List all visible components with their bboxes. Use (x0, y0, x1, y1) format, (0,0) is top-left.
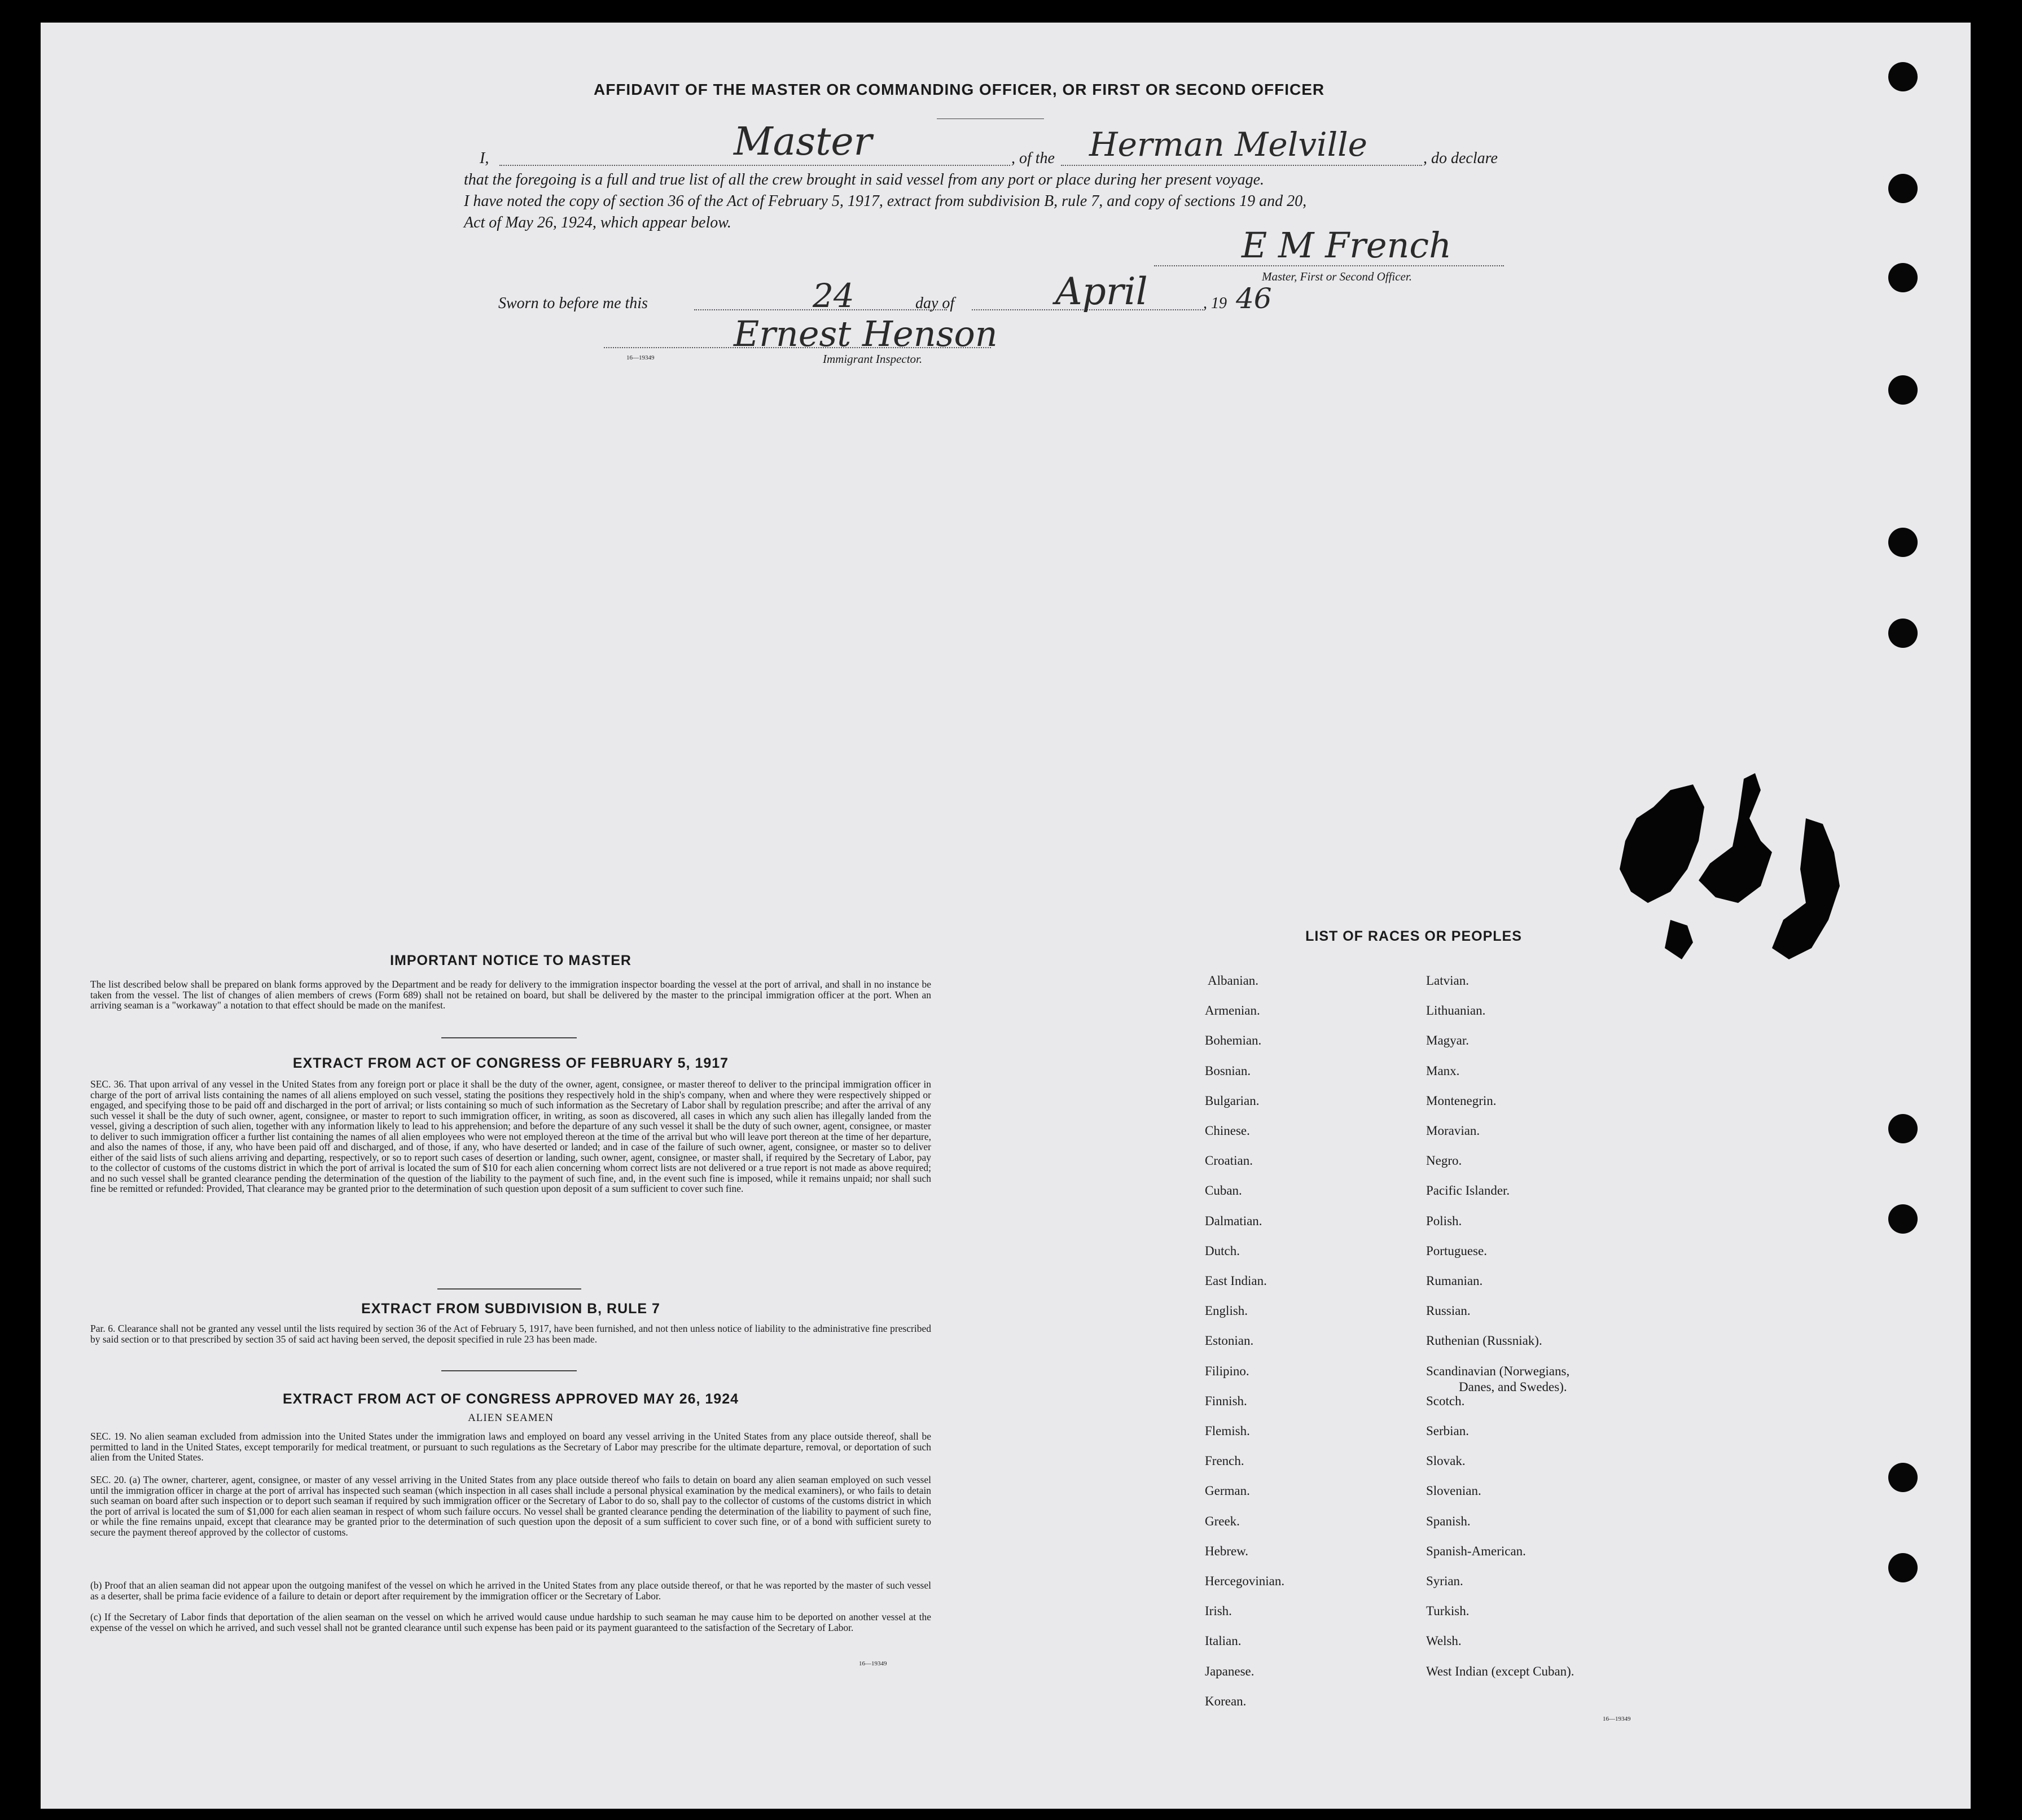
binder-hole (1888, 62, 1918, 91)
affidavit-line-2: that the foregoing is a full and true list of all the crew brought in said vessel from any port or place during her present voyage. (464, 171, 1265, 188)
race-item: French. (1205, 1454, 1244, 1468)
race-item: Rumanian. (1426, 1274, 1483, 1288)
race-item: Filipino. (1205, 1364, 1249, 1378)
race-item: Chinese. (1205, 1124, 1250, 1138)
race-item: Negro. (1426, 1154, 1462, 1168)
race-item: Turkish. (1426, 1604, 1470, 1618)
sworn-label: Sworn to before me this (498, 295, 648, 312)
race-item: English. (1205, 1304, 1248, 1318)
form-number: 16—19349 (859, 1660, 887, 1667)
race-item: Hebrew. (1205, 1544, 1249, 1558)
race-item: Scandinavian (Norwegians, (1426, 1364, 1570, 1378)
binder-hole (1888, 1463, 1918, 1492)
race-item: Greek. (1205, 1514, 1240, 1528)
race-item: Bosnian. (1205, 1064, 1251, 1078)
race-item: Bulgarian. (1205, 1094, 1260, 1108)
race-item: Serbian. (1426, 1424, 1470, 1438)
race-item: Scotch. (1426, 1394, 1465, 1408)
race-item: West Indian (except Cuban). (1426, 1664, 1574, 1678)
divider (441, 1037, 577, 1038)
race-item: Croatian. (1205, 1154, 1253, 1168)
race-item: Slovak. (1426, 1454, 1466, 1468)
sec20b-text: (b) Proof that an alien seaman did not appear upon the outgoing manifest of the vessel on which he arrived in the United States from any place outside thereof, or that he was reported by the master of such vessel as a deserter, shall be prima facie evidence of a failure to detain or deport after requirement by the immigration officer or the Secretary of Labor. (90, 1580, 931, 1602)
extract-1917-title: EXTRACT FROM ACT OF CONGRESS OF FEBRUARY 5, 1917 (292, 1055, 729, 1071)
race-item: Pacific Islander. (1426, 1183, 1510, 1198)
binder-hole (1888, 1204, 1918, 1234)
races-title: LIST OF RACES OR PEOPLES (1305, 928, 1522, 944)
race-item: Estonian. (1205, 1334, 1254, 1348)
race-item: Portuguese. (1426, 1244, 1487, 1258)
binder-hole (1888, 1553, 1918, 1582)
master-signature: E M French (1242, 225, 1452, 266)
race-item: Russian. (1426, 1304, 1471, 1318)
race-item: Irish. (1205, 1604, 1232, 1618)
officer-handwritten: Master (734, 120, 872, 164)
signature-caption: Master, First or Second Officer. (1262, 270, 1412, 283)
race-item: Armenian. (1205, 1003, 1260, 1018)
officer-blank (499, 165, 1010, 166)
race-item: Dutch. (1205, 1244, 1240, 1258)
race-item: Flemish. (1205, 1424, 1250, 1438)
race-item: Cuban. (1205, 1183, 1242, 1198)
race-item: Spanish-American. (1426, 1544, 1526, 1558)
race-item: Latvian. (1426, 973, 1469, 988)
binder-hole (1888, 528, 1918, 557)
do-declare-label: , do declare (1423, 150, 1498, 167)
notice-text: The list described below shall be prepared on blank forms approved by the Department and be ready for delivery to the immigration inspector boarding the vessel at the port of arrival, and shall in no instance be taken from the vessel. The list of changes of alien members of crews (Form 689) shall not be retained on board, but shall be delivered by the master to the principal immigration officer at the port. When an arriving seaman is a "workaway" a notation to that effect should be made on the manifest. (90, 979, 931, 1011)
year-handwritten: 46 (1236, 282, 1272, 315)
race-item: Welsh. (1426, 1634, 1462, 1648)
vessel-blank (1061, 165, 1422, 166)
binder-hole (1888, 619, 1918, 648)
ink-stain (1603, 756, 1851, 982)
race-item: Lithuanian. (1426, 1003, 1486, 1018)
sec19-text: SEC. 19. No alien seaman excluded from admission into the United States under the immigration laws and employed on board any vessel arriving in the United States from any place outside thereof, shall be permitted to land in the United States, except temporarily for medical treatment, or pursuant to such regulations as the Secretary of Labor may prescribe for the ultimate departure, removal, or deportation of such alien from the United States. (90, 1431, 931, 1463)
race-item: Magyar. (1426, 1033, 1470, 1047)
day-of-label: day of (915, 295, 955, 312)
race-item: Korean. (1205, 1694, 1247, 1708)
form-number: 16—19349 (1603, 1716, 1631, 1722)
race-item: Montenegrin. (1426, 1094, 1497, 1108)
binder-hole (1888, 375, 1918, 405)
race-item: Dalmatian. (1205, 1214, 1262, 1228)
race-item: East Indian. (1205, 1274, 1267, 1288)
race-item: German. (1205, 1484, 1250, 1498)
year-prefix: , 19 (1203, 295, 1227, 312)
race-item: Hercegovinian. (1205, 1574, 1285, 1588)
signature-blank (1154, 265, 1504, 266)
binder-hole (1888, 174, 1918, 203)
race-item: Polish. (1426, 1214, 1462, 1228)
race-item: Finnish. (1205, 1394, 1247, 1408)
binder-hole (1888, 1114, 1918, 1143)
race-item: Manx. (1426, 1064, 1460, 1078)
race-item: Slovenian. (1426, 1484, 1481, 1498)
divider (441, 1370, 577, 1371)
sec20a-text: SEC. 20. (a) The owner, charterer, agent, consignee, or master of any vessel arriving in the United States from any place outside thereof who fails to detain on board any alien seaman employed on such vessel until the immigration officer in charge at the port of arrival has inspected such seaman (which inspection in all cases shall include a personal physical examination by the medical examiners), or who fails to detain such seaman on board after such inspection or to deport such seaman if required by such immigration officer or the Secretary of Labor to do so, shall pay to the collector of customs of the customs district in which the port of arrival is located the sum of $1,000 for each alien seaman in respect of whom such failure occurs. No vessel shall be granted clearance pending the determination of the liability to payment of such fine, or while the fine remains unpaid, except that clearance may be granted prior to the determination of such question upon the deposit of a sum sufficient to cover such fine, or of a bond with sufficient surety to secure the payment thereof approved by the collector of customs. (90, 1474, 931, 1538)
form-number: 16—19349 (626, 354, 655, 361)
month-handwritten: April (1055, 270, 1148, 313)
notice-title: IMPORTANT NOTICE TO MASTER (390, 953, 631, 968)
race-item: Danes, and Swedes). (1459, 1380, 1567, 1394)
day-handwritten: 24 (813, 277, 854, 315)
inspector-caption: Immigrant Inspector. (823, 352, 923, 366)
affidavit-i-label: I, (480, 150, 489, 167)
race-item: Moravian. (1426, 1124, 1480, 1138)
sec20c-text: (c) If the Secretary of Labor finds that deportation of the alien seaman on the vessel on which he arrived would cause undue hardship to such seaman he may cause him to be deported on another vessel at the expense of the vessel on which he arrived, and such vessel shall not be granted clearance until such expense has been paid or its payment guaranteed to the satisfaction of the Secretary of Labor. (90, 1611, 931, 1633)
inspector-signature: Ernest Henson (734, 313, 998, 354)
affidavit-title: AFFIDAVIT OF THE MASTER OR COMMANDING OFFICER, OR FIRST OR SECOND OFFICER (594, 81, 1325, 98)
race-item: Ruthenian (Russniak). (1426, 1334, 1542, 1348)
extract-1917-text: SEC. 36. That upon arrival of any vessel in the United States from any foreign port or place it shall be the duty of the owner, agent, consignee, or master thereof to deliver to the principal immigration officer in charge of the port of arrival lists containing the names of all aliens employed on such vessel, stating the positions they respectively hold in the ship's company, when and where they were respectively shipped or engaged, and specifying those to be paid off and discharged in the port of arrival; or lists containing so much of such information as the Secretary of Labor shall by regulation prescribe; and after the arrival of any such vessel it shall be the duty of such owner, agent, consignee, or master to report to such immigration officer, in writing, as soon as discovered, all cases in which any such alien has illegally landed from the vessel, giving a description of such alien, together with any information likely to lead to his apprehension; and before the departure of any such vessel it shall be the duty of such owner, agent, consignee, or master to deliver to such immigration officer a further list containing the names of all alien employees who were not employed thereon at the time of the arrival but who will leave port thereon at the time of her departure, and also the names of those, if any, who have been paid off and discharged, and of those, if any, who have deserted or landed; and in case of the failure of such owner, agent, consignee, or master so to deliver either of the said lists of such aliens arriving and departing, respectively, or so to report such cases of desertion or landing, such owner, agent, consignee, or master shall, if required by the Secretary of Labor, pay to the collector of customs of the customs district in which the port of arrival is located the sum of $10 for each alien concerning whom correct lists are not delivered or a true report is not made as above required; and no such vessel shall be granted clearance pending the determination of the question of the liability to the payment of such fine, and, in the event such fine is imposed, while it remains unpaid; nor shall such fine be remitted or refunded: Provided, That clearance may be granted prior to the determination of such question upon deposit of a sum sufficient to cover such fine. (90, 1078, 931, 1194)
extract-1924-title: EXTRACT FROM ACT OF CONGRESS APPROVED MAY 26, 1924 (282, 1391, 739, 1407)
binder-hole (1888, 263, 1918, 292)
race-item: Japanese. (1205, 1664, 1255, 1678)
affidavit-line-3: I have noted the copy of section 36 of the Act of February 5, 1917, extract from subdivision B, rule 7, and copy of sections 19 and 20, (464, 192, 1307, 210)
race-item: Italian. (1205, 1634, 1242, 1648)
affidavit-line-4: Act of May 26, 1924, which appear below. (464, 214, 731, 231)
divider (437, 1288, 581, 1290)
vessel-handwritten: Herman Melville (1089, 125, 1367, 164)
extract-rule7-title: EXTRACT FROM SUBDIVISION B, RULE 7 (361, 1301, 660, 1317)
alien-seamen-subtitle: ALIEN SEAMEN (468, 1412, 554, 1424)
race-item: Albanian. (1208, 973, 1259, 988)
race-item: Syrian. (1426, 1574, 1463, 1588)
race-item: Bohemian. (1205, 1033, 1262, 1047)
of-the-label: , of the (1011, 150, 1055, 167)
extract-rule7-text: Par. 6. Clearance shall not be granted any vessel until the lists required by section 36 of the Act of February 5, 1917, have been furnished, and not then unless notice of liability to the administrative fine prescribed by said section or to that prescribed by section 35 of said act having been served, the deposit specified in rule 23 has been made. (90, 1323, 931, 1345)
race-item: Spanish. (1426, 1514, 1471, 1528)
